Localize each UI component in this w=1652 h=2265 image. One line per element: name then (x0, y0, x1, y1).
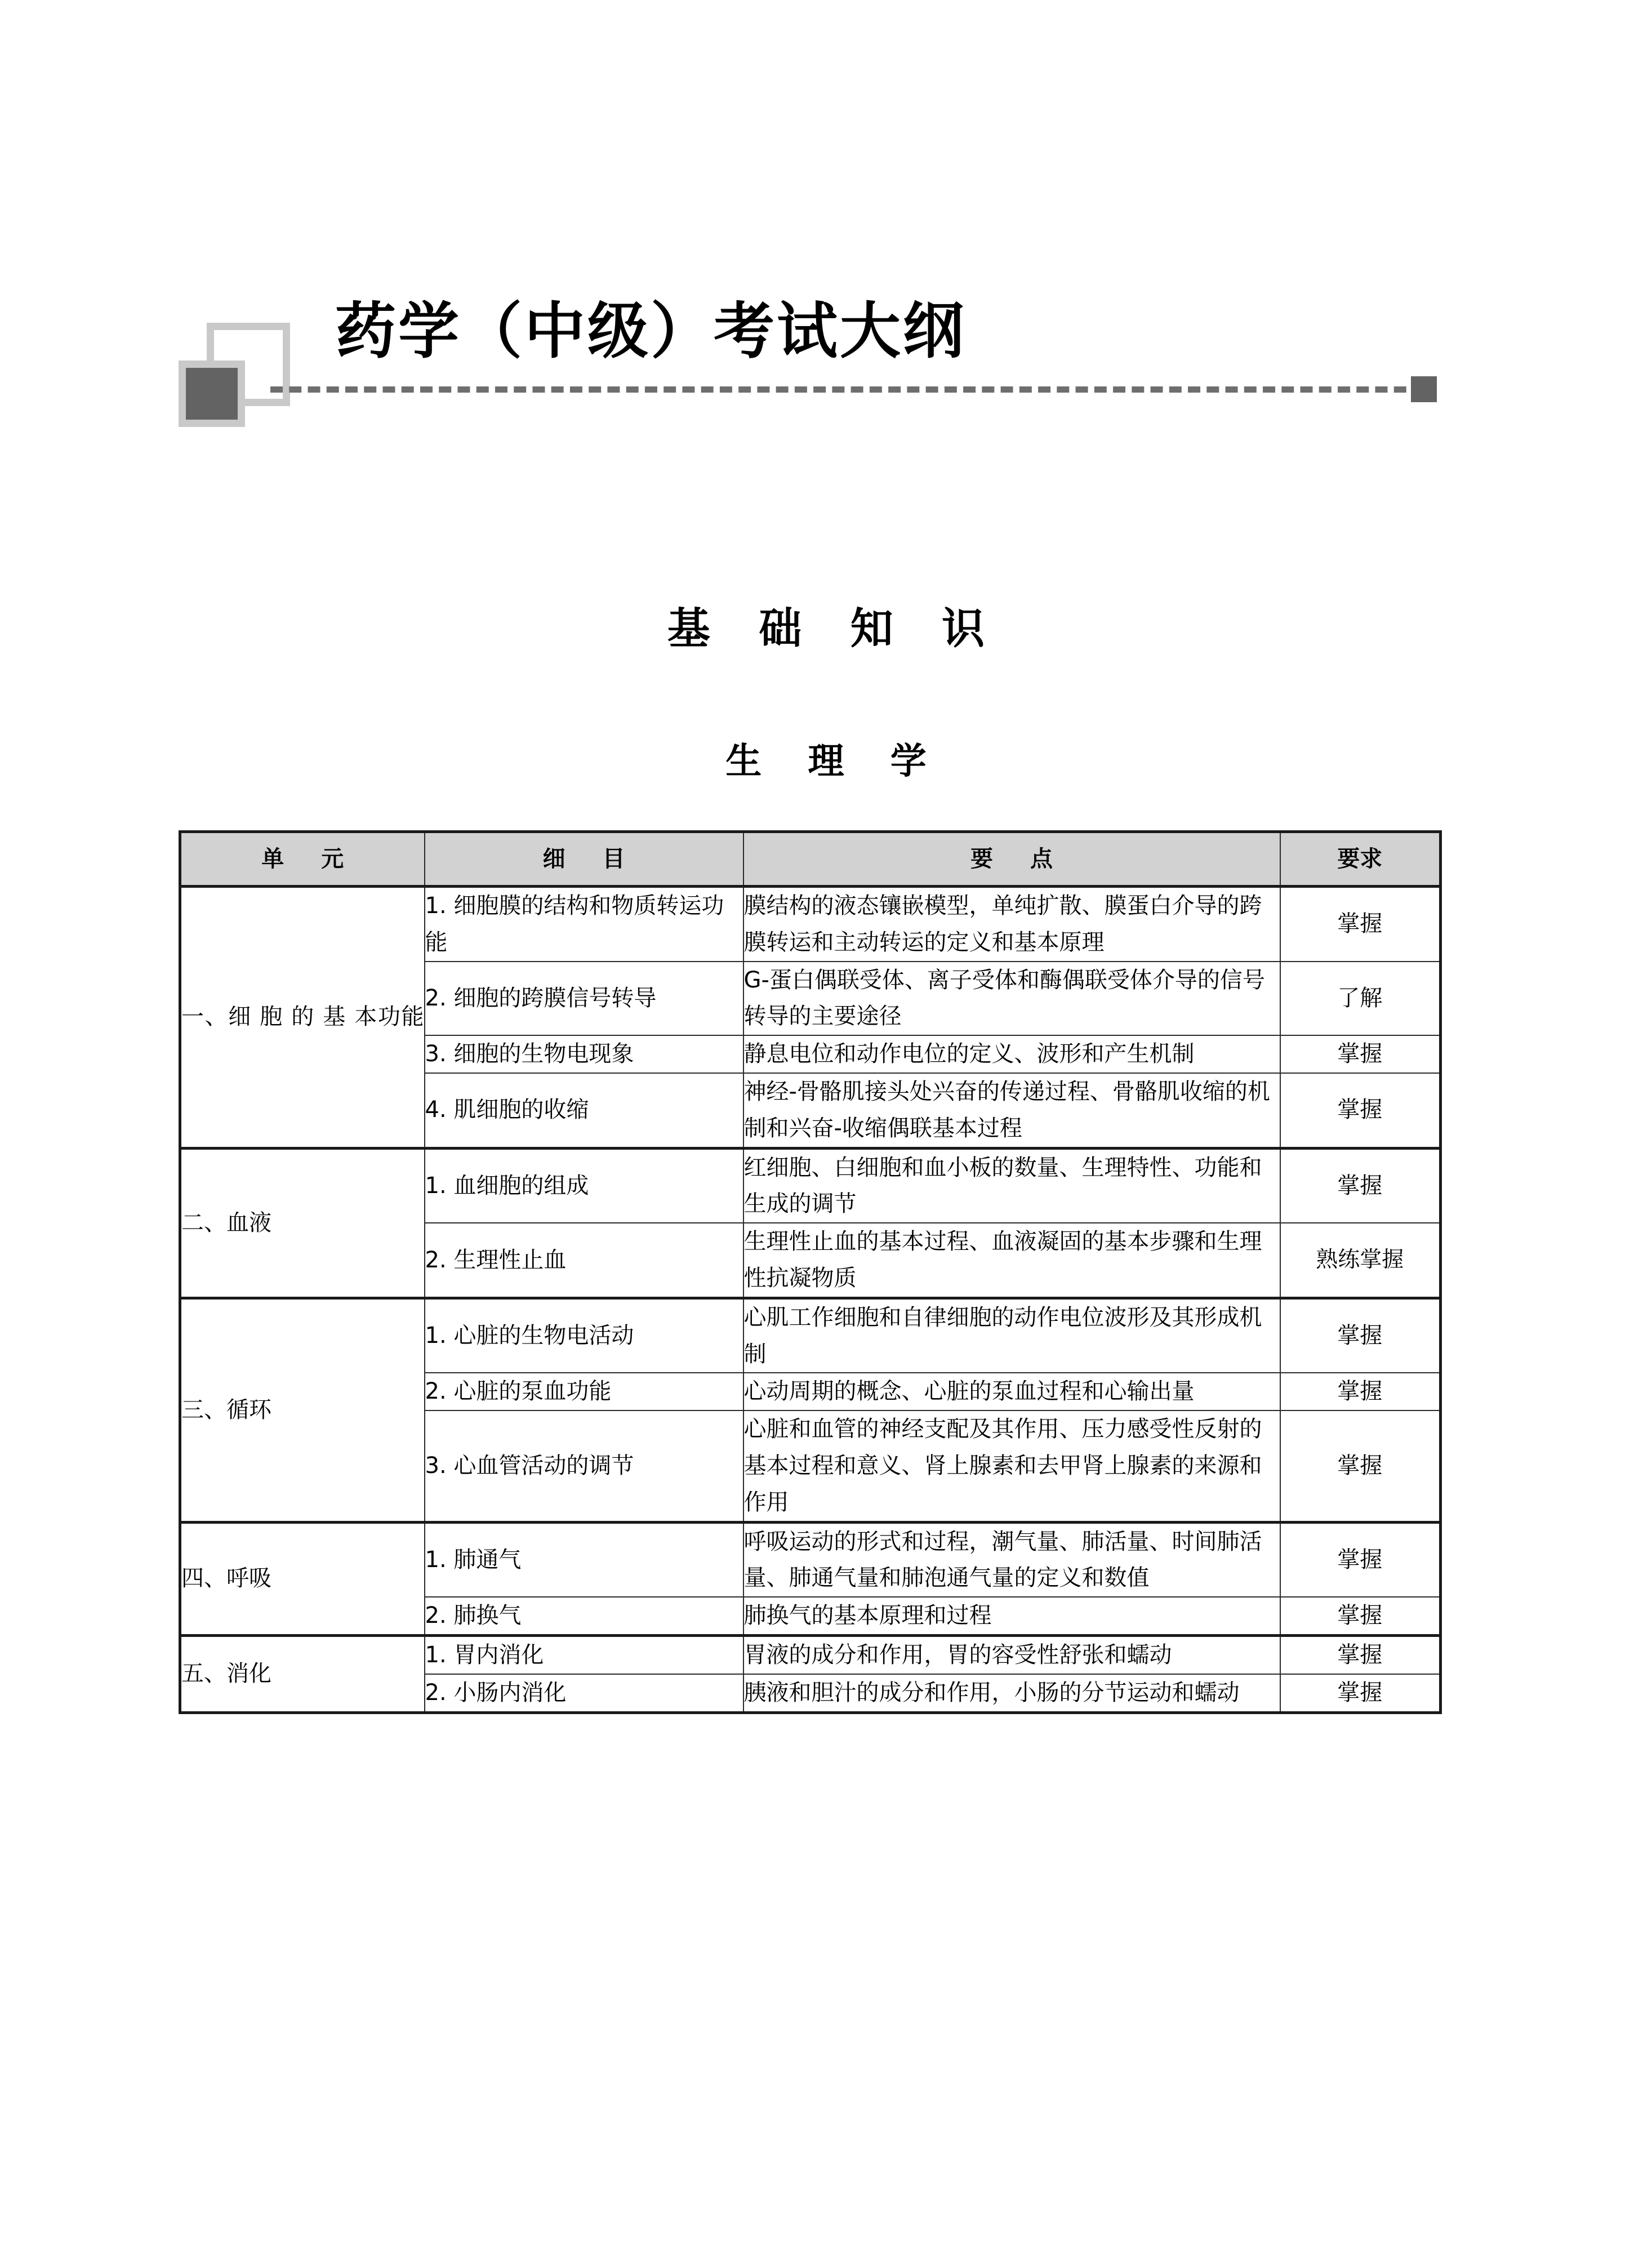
column-header-unit-label: 单 元 (261, 846, 359, 872)
cell-item: 2. 细胞的跨膜信号转导 (425, 962, 743, 1036)
cell-item: 2. 生理性止血 (425, 1223, 743, 1298)
cell-item: 1. 血细胞的组成 (425, 1148, 743, 1223)
cell-item: 3. 细胞的生物电现象 (425, 1035, 743, 1073)
cell-point: 红细胞、白细胞和血小板的数量、生理特性、功能和生成的调节 (743, 1148, 1280, 1223)
column-header-item (425, 832, 743, 887)
cell-item: 3. 心血管活动的调节 (425, 1410, 743, 1522)
page-title: 药学（中级）考试大纲 (335, 296, 967, 367)
cell-point: G-蛋白偶联受体、离子受体和酶偶联受体介导的信号转导的主要途径 (743, 962, 1280, 1036)
column-header-point-label: 要 点 (970, 846, 1067, 872)
cell-point: 心动周期的概念、心脏的泵血过程和心输出量 (743, 1373, 1280, 1410)
cell-unit (180, 1148, 425, 1298)
cell-point: 生理性止血的基本过程、血液凝固的基本步骤和生理性抗凝物质 (743, 1223, 1280, 1298)
cell-requirement: 掌握 (1280, 1073, 1441, 1148)
cell-unit (180, 1635, 425, 1712)
cell-item: 4. 肌细胞的收缩 (425, 1073, 743, 1148)
syllabus-table (179, 830, 1442, 1714)
cell-point: 心脏和血管的神经支配及其作用、压力感受性反射的基本过程和意义、肾上腺素和去甲肾上腺素的来源和作用 (743, 1410, 1280, 1522)
cell-item: 1. 细胞膜的结构和物质转运功能 (425, 887, 743, 962)
rule-end-marker-icon (1411, 376, 1437, 402)
cell-requirement: 掌握 (1280, 1635, 1441, 1674)
cell-requirement: 了解 (1280, 962, 1441, 1036)
cell-item: 2. 心脏的泵血功能 (425, 1373, 743, 1410)
cell-requirement: 掌握 (1280, 1148, 1441, 1223)
cell-point: 膜结构的液态镶嵌模型，单纯扩散、膜蛋白介导的跨膜转运和主动转运的定义和基本原理 (743, 887, 1280, 962)
cell-requirement: 掌握 (1280, 887, 1441, 962)
table-row (180, 1298, 1441, 1373)
table-header (180, 832, 1441, 887)
page-header (0, 0, 1652, 462)
column-header-point (743, 832, 1280, 887)
cell-point: 胰液和胆汁的成分和作用，小肠的分节运动和蠕动 (743, 1674, 1280, 1712)
cell-item: 1. 肺通气 (425, 1522, 743, 1597)
cell-item: 2. 小肠内消化 (425, 1674, 743, 1712)
cell-point: 肺换气的基本原理和过程 (743, 1597, 1280, 1635)
cell-requirement: 掌握 (1280, 1373, 1441, 1410)
cell-point: 胃液的成分和作用，胃的容受性舒张和蠕动 (743, 1635, 1280, 1674)
column-header-requirement (1280, 832, 1441, 887)
cell-unit (180, 1522, 425, 1635)
cell-item: 1. 心脏的生物电活动 (425, 1298, 743, 1373)
unit-label: 五、消化 (181, 1661, 271, 1687)
section-title-physiology: 生 理 学 (725, 741, 943, 782)
column-header-item-label: 细 目 (542, 846, 640, 872)
unit-label: 一、细 胞 的 基 本功能 (181, 1004, 424, 1030)
column-header-requirement-label: 要求 (1337, 846, 1383, 872)
square-filled-icon (179, 361, 245, 427)
cell-unit (180, 1298, 425, 1522)
cell-unit (180, 887, 425, 1149)
table-row (180, 1635, 1441, 1674)
table-row (180, 1522, 1441, 1597)
cell-item: 1. 胃内消化 (425, 1635, 743, 1674)
cell-point: 呼吸运动的形式和过程，潮气量、肺活量、时间肺活量、肺通气量和肺泡通气量的定义和数值 (743, 1522, 1280, 1597)
table-header-row (180, 832, 1441, 887)
cell-requirement: 掌握 (1280, 1298, 1441, 1373)
cell-requirement: 掌握 (1280, 1522, 1441, 1597)
unit-label: 二、血液 (181, 1209, 271, 1236)
cell-requirement: 掌握 (1280, 1597, 1441, 1635)
cell-requirement: 掌握 (1280, 1674, 1441, 1712)
unit-label: 三、循环 (181, 1396, 271, 1423)
table-row (180, 1148, 1441, 1223)
cell-requirement: 掌握 (1280, 1410, 1441, 1522)
cell-point: 神经-骨骼肌接头处兴奋的传递过程、骨骼肌收缩的机制和兴奋-收缩偶联基本过程 (743, 1073, 1280, 1148)
table-body (180, 887, 1441, 1713)
cell-requirement: 掌握 (1280, 1035, 1441, 1073)
cell-requirement: 熟练掌握 (1280, 1223, 1441, 1298)
cell-point: 心肌工作细胞和自律细胞的动作电位波形及其形成机制 (743, 1298, 1280, 1373)
section-title-basic-knowledge: 基 础 知 识 (667, 603, 1002, 653)
syllabus-table-container (179, 830, 1439, 1714)
cell-point: 静息电位和动作电位的定义、波形和产生机制 (743, 1035, 1280, 1073)
header-dashed-rule (270, 386, 1425, 393)
unit-label: 四、呼吸 (181, 1565, 271, 1592)
column-header-unit (180, 832, 425, 887)
table-row (180, 887, 1441, 962)
cell-item: 2. 肺换气 (425, 1597, 743, 1635)
